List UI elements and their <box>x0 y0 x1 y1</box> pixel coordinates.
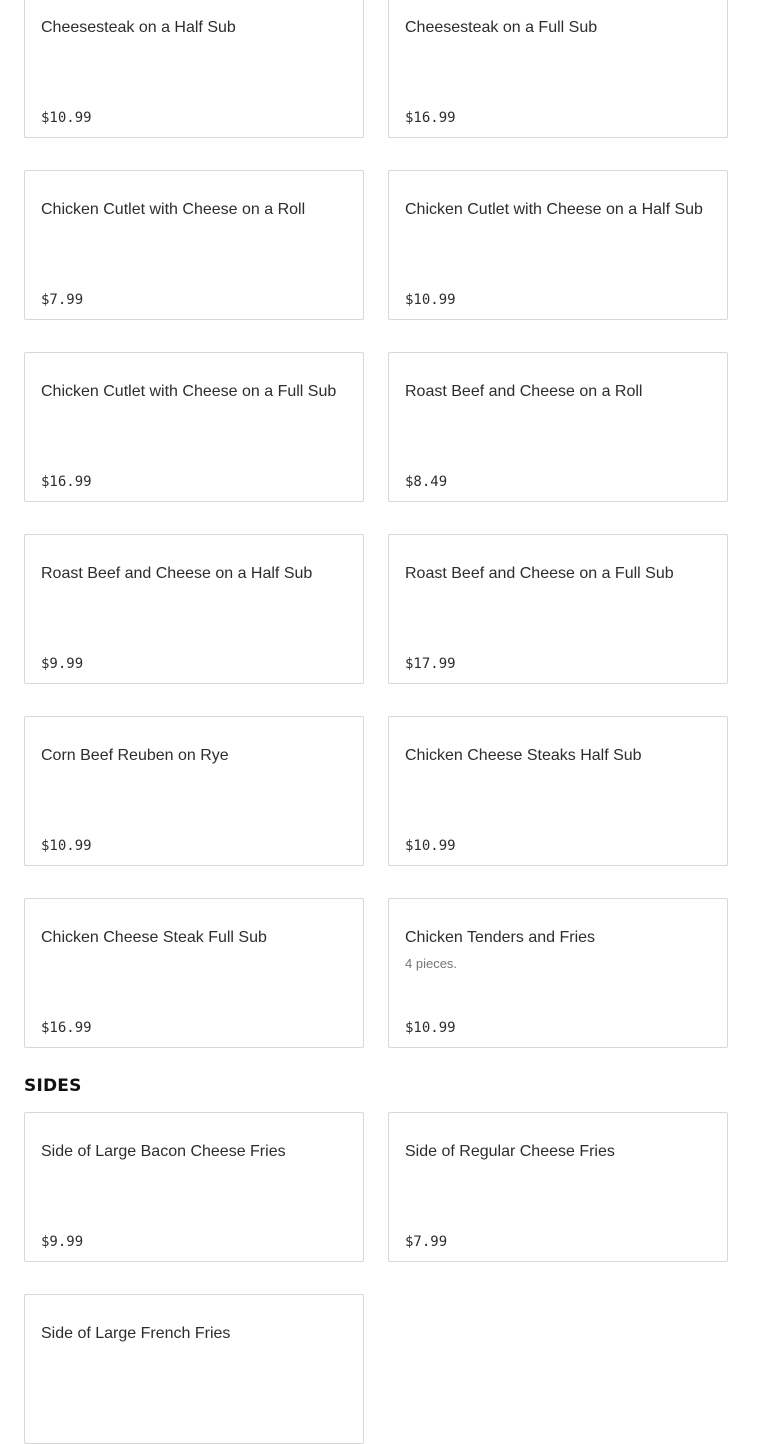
menu-item-name: Side of Regular Cheese Fries <box>405 1143 615 1160</box>
menu-item-name: Chicken Cheese Steaks Half Sub <box>405 747 642 764</box>
menu-item-price: $9.99 <box>41 656 84 672</box>
menu-item-price: $7.99 <box>405 1234 448 1250</box>
menu-item-card[interactable] <box>388 898 728 1048</box>
menu-item-description: 4 pieces. <box>405 956 458 971</box>
menu-item-card[interactable] <box>388 170 728 320</box>
menu-item-name: Cheesesteak on a Half Sub <box>41 19 236 36</box>
menu-item-price: $10.99 <box>405 838 456 854</box>
menu-item-name: Side of Large French Fries <box>41 1325 231 1342</box>
sides-grid <box>24 1112 728 1444</box>
menu-item-card[interactable] <box>24 352 364 502</box>
menu-item-price: $8.49 <box>405 474 448 490</box>
menu-item-name: Roast Beef and Cheese on a Roll <box>405 383 643 400</box>
menu-item-name: Corn Beef Reuben on Rye <box>41 747 229 764</box>
menu-item-name: Chicken Cheese Steak Full Sub <box>41 929 267 946</box>
menu-item-price: $10.99 <box>405 1020 456 1036</box>
menu-item-card[interactable] <box>24 898 364 1048</box>
menu-item-card[interactable] <box>24 716 364 866</box>
menu-item-name: Chicken Cutlet with Cheese on a Full Sub <box>41 383 337 400</box>
section-heading-sides: SIDES <box>24 1076 82 1096</box>
menu-item-name: Chicken Tenders and Fries <box>405 929 596 946</box>
menu-item-price: $10.99 <box>41 110 92 126</box>
menu-item-name: Side of Large Bacon Cheese Fries <box>41 1143 286 1160</box>
menu-item-card[interactable] <box>24 0 364 138</box>
menu-item-card[interactable] <box>388 0 728 138</box>
menu-item-card[interactable] <box>388 352 728 502</box>
menu-item-price: $7.99 <box>41 292 84 308</box>
menu-item-price: $17.99 <box>405 656 456 672</box>
sandwiches-grid <box>24 0 728 1048</box>
menu-item-name: Roast Beef and Cheese on a Half Sub <box>41 565 313 582</box>
menu-item-card[interactable] <box>24 534 364 684</box>
menu-item-card[interactable] <box>24 1294 364 1444</box>
menu-item-price: $16.99 <box>405 110 456 126</box>
menu-item-name: Chicken Cutlet with Cheese on a Roll <box>41 201 306 218</box>
menu-item-price: $10.99 <box>405 292 456 308</box>
menu-item-name: Roast Beef and Cheese on a Full Sub <box>405 565 674 582</box>
menu-item-card[interactable] <box>388 716 728 866</box>
menu-item-price: $10.99 <box>41 838 92 854</box>
menu-item-card[interactable] <box>388 534 728 684</box>
menu-item-card[interactable] <box>24 170 364 320</box>
menu-item-price: $16.99 <box>41 474 92 490</box>
menu-item-card[interactable] <box>388 1112 728 1262</box>
menu-item-price: $9.99 <box>41 1234 84 1250</box>
menu-item-name: Chicken Cutlet with Cheese on a Half Sub <box>405 201 703 218</box>
menu-item-card[interactable] <box>24 1112 364 1262</box>
menu-item-price: $16.99 <box>41 1020 92 1036</box>
menu-item-name: Cheesesteak on a Full Sub <box>405 19 598 36</box>
